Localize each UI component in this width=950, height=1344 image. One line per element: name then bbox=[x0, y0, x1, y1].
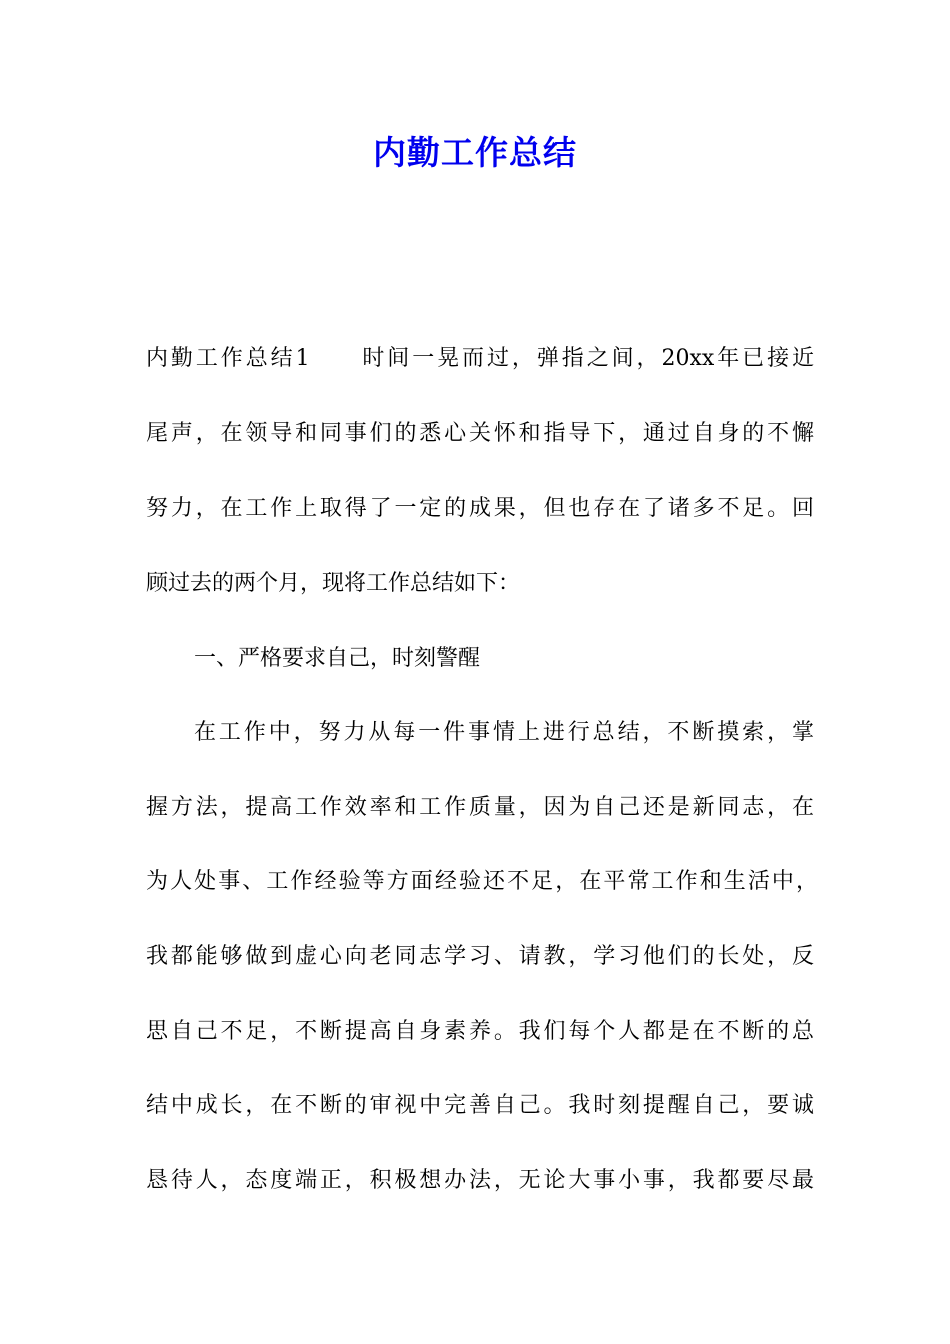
body-line-1: 内勤工作总结1 时间一晃而过，弹指之间，20xx年已接近 bbox=[146, 346, 814, 371]
body-line-3: 努力，在工作上取得了一定的成果，但也存在了诸多不足。回 bbox=[146, 496, 814, 521]
body-line-4: 顾过去的两个月，现将工作总结如下： bbox=[146, 571, 521, 596]
body-line-6: 在工作中，努力从每一件事情上进行总结，不断摸索，掌 bbox=[194, 720, 814, 745]
body-line-9: 我都能够做到虚心向老同志学习、请教，学习他们的长处，反 bbox=[146, 944, 814, 969]
body-line-11: 结中成长，在不断的审视中完善自己。我时刻提醒自己，要诚 bbox=[146, 1093, 814, 1118]
body-line-7: 握方法，提高工作效率和工作质量，因为自己还是新同志，在 bbox=[146, 795, 814, 820]
section-heading-1: 一、严格要求自己，时刻警醒 bbox=[194, 646, 481, 671]
body-line-2: 尾声，在领导和同事们的悉心关怀和指导下，通过自身的不懈 bbox=[146, 421, 814, 446]
body-line-12: 恳待人，态度端正，积极想办法，无论大事小事，我都要尽最 bbox=[146, 1168, 814, 1193]
body-line-10: 思自己不足，不断提高自身素养。我们每个人都是在不断的总 bbox=[146, 1019, 814, 1044]
body-line-8: 为人处事、工作经验等方面经验还不足，在平常工作和生活中， bbox=[146, 869, 818, 894]
document-title: 内勤工作总结 bbox=[373, 133, 577, 172]
